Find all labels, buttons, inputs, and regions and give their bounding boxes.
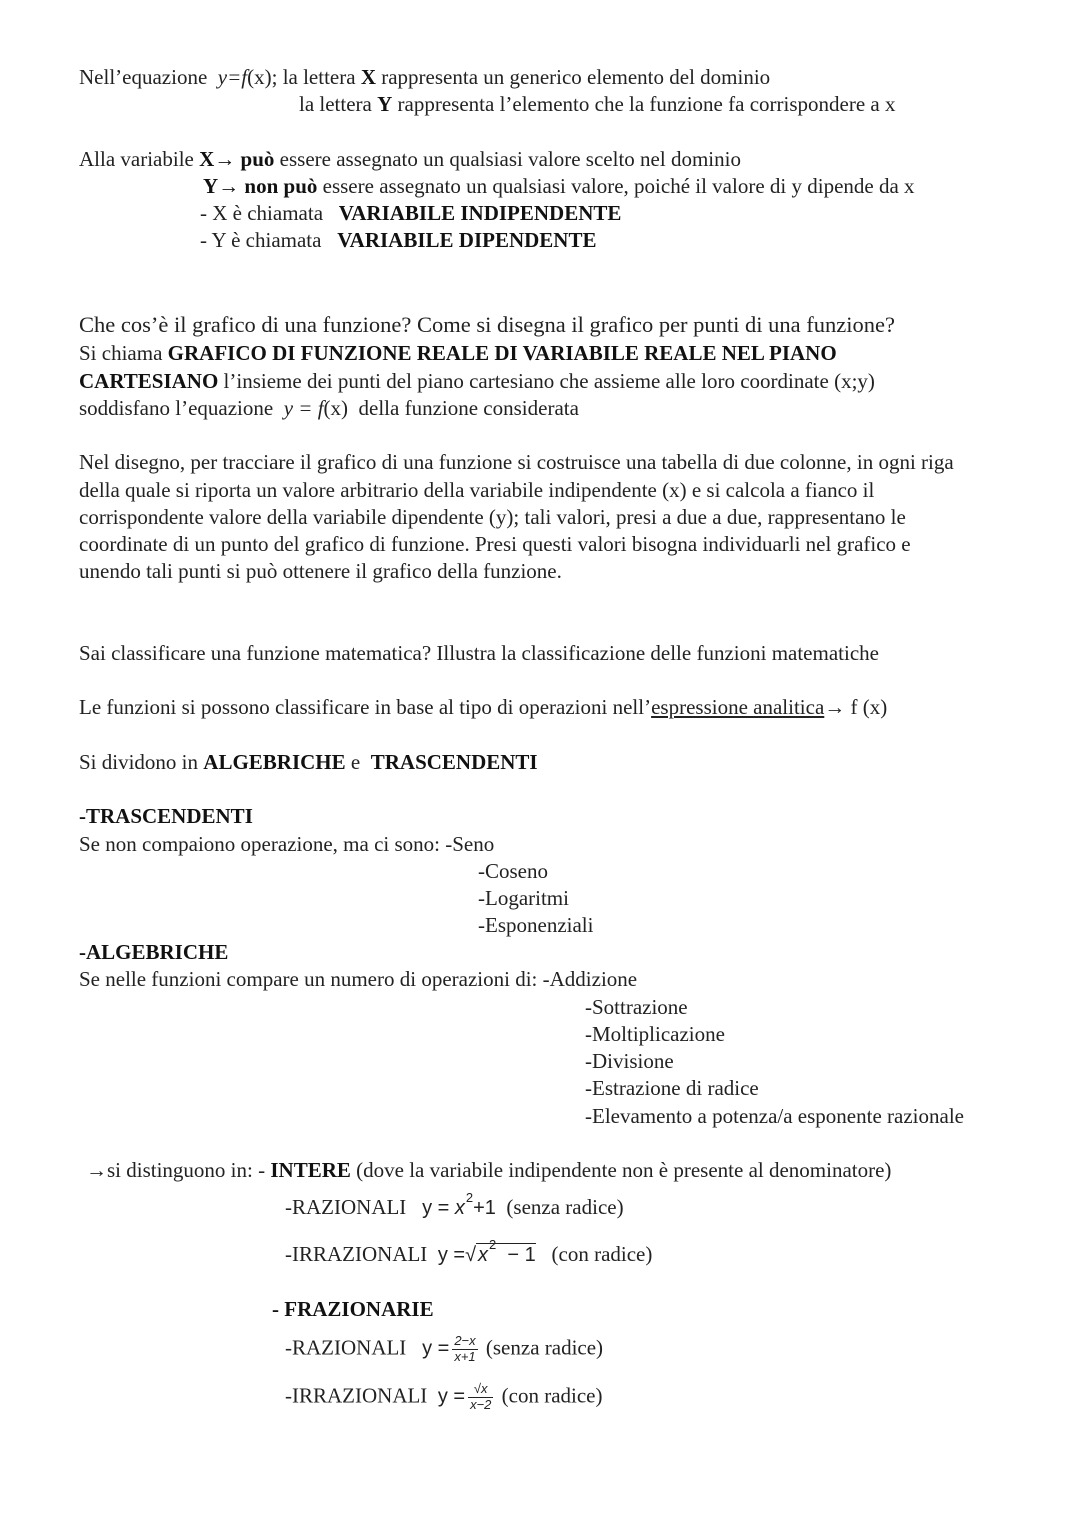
formula-exponent: 2	[489, 1237, 497, 1252]
def-bold-1: GRAFICO DI FUNZIONE REALE DI VARIABILE REALE NEL PIANO	[167, 341, 837, 365]
intere-note: (dove la variabile indipendente non è presente al denominatore)	[356, 1158, 892, 1182]
def-pre: Si chiama	[79, 341, 163, 365]
fraz-irrazionali-note: (con radice)	[501, 1383, 603, 1408]
intro-line-1	[79, 67, 770, 88]
fraz-razionali-y: y =	[422, 1337, 450, 1360]
intere-label: INTERE	[270, 1158, 351, 1182]
grafico-para-line: della quale si riporta un valore arbitrario della variabile indipendente (x) e si calcola a fianco il	[79, 478, 875, 502]
x-rest: essere assegnato un qualsiasi valore scelto nel dominio	[279, 147, 741, 171]
frazionarie-title: - FRAZIONARIE	[272, 1297, 434, 1321]
trascendenti-item: -Logaritmi	[478, 886, 569, 910]
frazionarie-razionali-line	[285, 1334, 603, 1365]
def-eq: y = f	[283, 396, 324, 420]
intro-x-a: la lettera	[282, 65, 356, 89]
formula-x: x	[478, 1244, 489, 1266]
algebriche-item: -Sottrazione	[585, 995, 688, 1019]
grafico-def-line-1	[79, 343, 837, 364]
intere-irrazionali-line	[285, 1237, 653, 1266]
fraction-denominator: x−2	[470, 1396, 492, 1412]
letter-y: Y	[377, 92, 393, 116]
trascendenti-intro-line	[79, 834, 494, 855]
divide-trascendenti: TRASCENDENTI	[370, 750, 538, 774]
grafico-def-line-2	[79, 371, 875, 392]
grafico-para-line: Nel disegno, per tracciare il grafico di una funzione si costruisce una tabella di due colonne, in ogni riga	[79, 450, 954, 474]
variables-pre: Alla variabile	[79, 147, 194, 171]
y-name: VARIABILE DIPENDENTE	[337, 228, 597, 252]
divide-e: e	[350, 750, 361, 774]
intro-y-b: rappresenta l’elemento che la funzione fa corrispondere a x	[397, 92, 896, 116]
def-line3-pre: soddisfano l’equazione	[79, 396, 274, 420]
trascendenti-item: -Coseno	[478, 859, 548, 883]
fraz-razionali-fraction	[452, 1334, 477, 1365]
intere-irrazionali-note: (con radice)	[551, 1242, 653, 1266]
radical-sign: √	[465, 1244, 477, 1266]
algebriche-title: -ALGEBRICHE	[79, 940, 229, 964]
fraction-numerator: √x	[468, 1382, 493, 1398]
grafico-question: Che cos’è il grafico di una funzione? Come si disegna il grafico per punti di una funzione?	[79, 312, 895, 337]
fraz-razionali-label: -RAZIONALI	[285, 1335, 407, 1360]
fraz-irrazionali-label: -IRRAZIONALI	[285, 1383, 428, 1408]
distinzione-intere-line	[86, 1160, 891, 1181]
radicand	[476, 1237, 536, 1266]
fraz-razionali-note: (senza radice)	[485, 1335, 604, 1360]
grafico-para-line: corrispondente valore della variabile dipendente (y); tali valori, presi a due a due, rappresentano le	[79, 505, 906, 529]
variable-y-line	[203, 176, 915, 197]
grafico-def-line-3	[79, 398, 579, 419]
trascendenti-intro: Se non compaiono operazione, ma ci sono:	[79, 832, 440, 856]
def-rest: l’insieme dei punti del piano cartesiano che assieme alle loro coordinate (x;y)	[223, 369, 875, 393]
intere-razionali-line	[285, 1190, 624, 1219]
def-eq-arg: (x)	[323, 396, 349, 420]
algebriche-intro: Se nelle funzioni compare un numero di operazioni di:	[79, 967, 538, 991]
formula-y: y =	[422, 1197, 450, 1219]
y-rest: essere assegnato un qualsiasi valore, poiché il valore di y dipende da x	[322, 174, 915, 198]
fraz-irrazionali-y: y =	[437, 1385, 466, 1408]
equation-fx: y=f	[217, 65, 248, 89]
algebriche-intro-line	[79, 969, 637, 990]
classificazione-question: Sai classificare una funzione matematica? Illustra la classificazione delle funzioni matematiche	[79, 641, 879, 665]
fraction-denominator: x+1	[454, 1348, 476, 1364]
algebriche-item: -Moltiplicazione	[585, 1022, 725, 1046]
grafico-para-line: unendo tali punti si può ottenere il grafico della funzione.	[79, 559, 562, 583]
variable-x-line	[79, 149, 741, 170]
fraz-irrazionali-fraction	[468, 1382, 493, 1413]
algebriche-item: -Addizione	[542, 967, 638, 991]
frazionarie-irrazionali-line	[285, 1382, 603, 1413]
x-called: - X è chiamata	[200, 201, 324, 225]
base-pre: Le funzioni si possono classificare in base al tipo di operazioni nell’	[79, 695, 652, 719]
espressione-analitica-link: espressione analitica	[651, 695, 825, 719]
algebriche-item: -Divisione	[585, 1049, 674, 1073]
divide-pre: Si dividono in	[79, 750, 199, 774]
intere-irrazionali-formula	[437, 1237, 536, 1266]
def-line3-post: della funzione considerata	[358, 396, 579, 420]
def-bold-2: CARTESIANO	[79, 369, 219, 393]
intere-irrazionali-label: -IRRAZIONALI	[285, 1242, 428, 1266]
intro-y-a: la lettera	[299, 92, 372, 116]
grafico-para-line: coordinate di un punto del grafico di funzione. Presi questi valori bisogna individuarli nel grafico e	[79, 532, 911, 556]
x-called-line	[200, 203, 621, 224]
y-arrow: Y→	[203, 174, 240, 198]
y-bold: non può	[244, 174, 318, 198]
formula-rest: +1	[473, 1197, 496, 1219]
classificazione-divide	[79, 752, 538, 773]
intere-razionali-formula	[422, 1190, 496, 1219]
x-bold: può	[240, 147, 275, 171]
y-called: - Y è chiamata	[200, 228, 322, 252]
equation-fx-arg: (x);	[247, 65, 278, 89]
formula-x: x	[454, 1197, 465, 1219]
algebriche-item: -Elevamento a potenza/a esponente razionale	[585, 1104, 964, 1128]
formula-y: y =	[437, 1244, 466, 1266]
intro-pre: Nell’equazione	[79, 65, 208, 89]
letter-x: X	[360, 65, 376, 89]
x-name: VARIABILE INDIPENDENTE	[338, 201, 622, 225]
trascendenti-item: -Seno	[445, 832, 495, 856]
intere-razionali-note: (senza radice)	[506, 1195, 624, 1219]
intere-razionali-label: -RAZIONALI	[285, 1195, 407, 1219]
intro-x-b: rappresenta un generico elemento del dominio	[381, 65, 771, 89]
trascendenti-title: -TRASCENDENTI	[79, 804, 253, 828]
y-called-line	[200, 230, 596, 251]
divide-algebriche: ALGEBRICHE	[203, 750, 346, 774]
formula-exponent: 2	[465, 1190, 474, 1205]
distinzione-pre: →si distinguono in: -	[86, 1158, 266, 1182]
formula-rest: − 1	[507, 1244, 536, 1266]
intro-line-2	[299, 94, 895, 115]
fraction-numerator: 2−x	[454, 1333, 476, 1348]
algebriche-item: -Estrazione di radice	[585, 1076, 759, 1100]
classificazione-base	[79, 697, 887, 718]
base-post: → f (x)	[824, 695, 888, 719]
x-arrow: X→	[199, 147, 236, 171]
trascendenti-item: -Esponenziali	[478, 913, 594, 937]
